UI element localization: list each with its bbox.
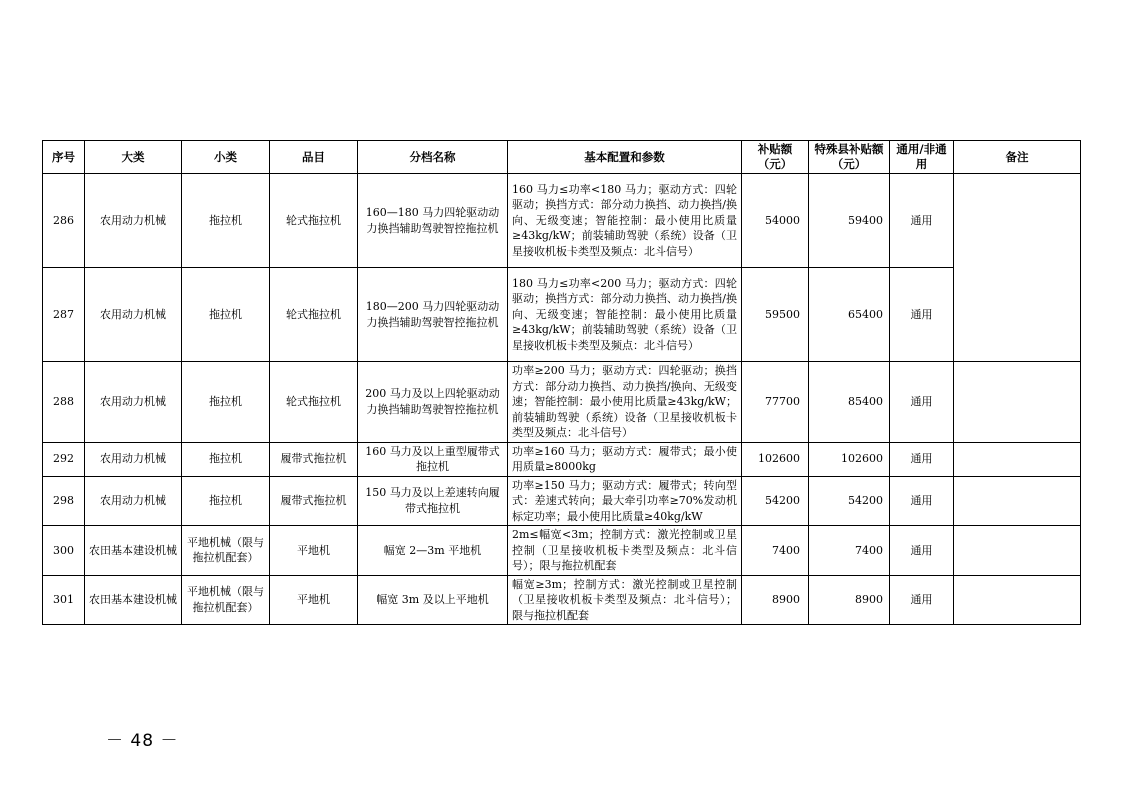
cell-subsidy: 8900 bbox=[742, 575, 809, 625]
header-minor-category: 小类 bbox=[182, 141, 270, 174]
cell-special-subsidy: 8900 bbox=[809, 575, 890, 625]
cell-subsidy: 77700 bbox=[742, 362, 809, 443]
cell-config: 幅宽≥3m；控制方式：激光控制或卫星控制（卫星接收机板卡类型及频点：北斗信号）；限与拖拉机配套 bbox=[508, 575, 742, 625]
cell-tier-name: 200 马力及以上四轮驱动动力换挡辅助驾驶智控拖拉机 bbox=[358, 362, 508, 443]
cell-subsidy: 54000 bbox=[742, 174, 809, 268]
cell-minor-category: 拖拉机 bbox=[182, 442, 270, 476]
header-config: 基本配置和参数 bbox=[508, 141, 742, 174]
cell-major-category: 农用动力机械 bbox=[85, 174, 182, 268]
cell-item: 轮式拖拉机 bbox=[270, 268, 358, 362]
cell-config: 2m≤幅宽<3m；控制方式：激光控制或卫星控制（卫星接收机板卡类型及频点：北斗信号）；限与拖拉机配套 bbox=[508, 526, 742, 576]
cell-seq: 287 bbox=[43, 268, 85, 362]
cell-item: 轮式拖拉机 bbox=[270, 174, 358, 268]
table-row bbox=[43, 526, 1081, 576]
cell-general: 通用 bbox=[890, 268, 954, 362]
header-item: 品目 bbox=[270, 141, 358, 174]
cell-seq: 286 bbox=[43, 174, 85, 268]
cell-minor-category: 平地机械（限与拖拉机配套） bbox=[182, 526, 270, 576]
cell-special-subsidy: 7400 bbox=[809, 526, 890, 576]
cell-general: 通用 bbox=[890, 174, 954, 268]
cell-item: 轮式拖拉机 bbox=[270, 362, 358, 443]
cell-tier-name: 160—180 马力四轮驱动动力换挡辅助驾驶智控拖拉机 bbox=[358, 174, 508, 268]
header-remarks: 备注 bbox=[954, 141, 1081, 174]
header-general: 通用/非通用 bbox=[890, 141, 954, 174]
cell-remarks bbox=[954, 575, 1081, 625]
cell-special-subsidy: 65400 bbox=[809, 268, 890, 362]
cell-seq: 292 bbox=[43, 442, 85, 476]
table-row bbox=[43, 174, 1081, 268]
cell-subsidy: 54200 bbox=[742, 476, 809, 526]
cell-config: 功率≥160 马力；驱动方式：履带式；最小使用质量≥8000kg bbox=[508, 442, 742, 476]
cell-config: 功率≥150 马力；驱动方式：履带式；转向型式：差速式转向；最大牵引功率≥70%发动机标定功率；最小使用比质量≥40kg/kW bbox=[508, 476, 742, 526]
cell-general: 通用 bbox=[890, 442, 954, 476]
cell-item: 履带式拖拉机 bbox=[270, 442, 358, 476]
cell-general: 通用 bbox=[890, 476, 954, 526]
cell-major-category: 农用动力机械 bbox=[85, 362, 182, 443]
cell-subsidy: 102600 bbox=[742, 442, 809, 476]
cell-tier-name: 180—200 马力四轮驱动动力换挡辅助驾驶智控拖拉机 bbox=[358, 268, 508, 362]
cell-general: 通用 bbox=[890, 575, 954, 625]
cell-config: 180 马力≤功率<200 马力；驱动方式：四轮驱动；换挡方式：部分动力换挡、动力换挡/换向、无级变速；智能控制：最小使用比质量≥43kg/kW；前装辅助驾驶（系统）设备（卫星接收机板卡类型及频点：北斗信号） bbox=[508, 268, 742, 362]
header-tier-name: 分档名称 bbox=[358, 141, 508, 174]
cell-minor-category: 拖拉机 bbox=[182, 268, 270, 362]
header-special-subsidy: 特殊县补贴额（元） bbox=[809, 141, 890, 174]
cell-minor-category: 平地机械（限与拖拉机配套） bbox=[182, 575, 270, 625]
cell-seq: 300 bbox=[43, 526, 85, 576]
table-row bbox=[43, 362, 1081, 443]
cell-special-subsidy: 59400 bbox=[809, 174, 890, 268]
cell-item: 平地机 bbox=[270, 526, 358, 576]
cell-minor-category: 拖拉机 bbox=[182, 362, 270, 443]
cell-special-subsidy: 85400 bbox=[809, 362, 890, 443]
subsidy-table bbox=[42, 140, 1081, 625]
cell-general: 通用 bbox=[890, 526, 954, 576]
header-seq: 序号 bbox=[43, 141, 85, 174]
cell-general: 通用 bbox=[890, 362, 954, 443]
table-row bbox=[43, 268, 1081, 362]
cell-item: 履带式拖拉机 bbox=[270, 476, 358, 526]
cell-major-category: 农用动力机械 bbox=[85, 476, 182, 526]
cell-tier-name: 幅宽 3m 及以上平地机 bbox=[358, 575, 508, 625]
cell-seq: 301 bbox=[43, 575, 85, 625]
cell-subsidy: 59500 bbox=[742, 268, 809, 362]
cell-subsidy: 7400 bbox=[742, 526, 809, 576]
cell-remarks bbox=[954, 362, 1081, 443]
cell-seq: 298 bbox=[43, 476, 85, 526]
header-major-category: 大类 bbox=[85, 141, 182, 174]
table-row bbox=[43, 442, 1081, 476]
cell-remarks bbox=[954, 442, 1081, 476]
cell-major-category: 农用动力机械 bbox=[85, 268, 182, 362]
cell-tier-name: 150 马力及以上差速转向履带式拖拉机 bbox=[358, 476, 508, 526]
page-number: － 48 － bbox=[106, 731, 179, 751]
cell-item: 平地机 bbox=[270, 575, 358, 625]
header-subsidy: 补贴额（元） bbox=[742, 141, 809, 174]
cell-tier-name: 160 马力及以上重型履带式拖拉机 bbox=[358, 442, 508, 476]
cell-major-category: 农田基本建设机械 bbox=[85, 526, 182, 576]
cell-special-subsidy: 102600 bbox=[809, 442, 890, 476]
cell-remarks bbox=[954, 526, 1081, 576]
cell-minor-category: 拖拉机 bbox=[182, 476, 270, 526]
cell-config: 功率≥200 马力；驱动方式：四轮驱动；换挡方式：部分动力换挡、动力换挡/换向、无级变速；智能控制：最小使用比质量≥43kg/kW；前装辅助驾驶（系统）设备（卫星接收机板卡类型及频点：北斗信号） bbox=[508, 362, 742, 443]
cell-remarks bbox=[954, 476, 1081, 526]
cell-tier-name: 幅宽 2—3m 平地机 bbox=[358, 526, 508, 576]
cell-remarks bbox=[954, 174, 1081, 362]
cell-config: 160 马力≤功率<180 马力；驱动方式：四轮驱动；换挡方式：部分动力换挡、动力换挡/换向、无级变速；智能控制：最小使用比质量≥43kg/kW；前装辅助驾驶（系统）设备（卫星接收机板卡类型及频点：北斗信号） bbox=[508, 174, 742, 268]
cell-major-category: 农田基本建设机械 bbox=[85, 575, 182, 625]
cell-special-subsidy: 54200 bbox=[809, 476, 890, 526]
cell-major-category: 农用动力机械 bbox=[85, 442, 182, 476]
table-row bbox=[43, 476, 1081, 526]
table-row bbox=[43, 575, 1081, 625]
cell-minor-category: 拖拉机 bbox=[182, 174, 270, 268]
cell-seq: 288 bbox=[43, 362, 85, 443]
table-header-row bbox=[43, 141, 1081, 174]
